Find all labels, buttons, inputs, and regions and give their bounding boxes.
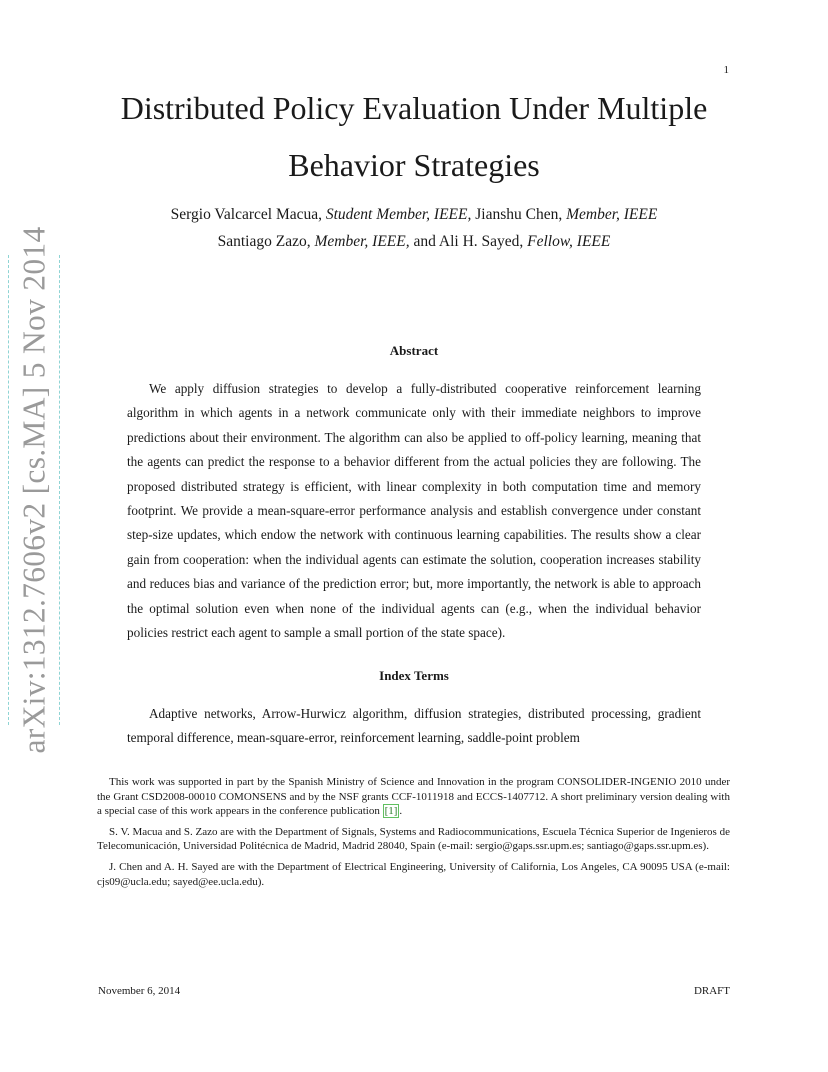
footnote-affiliation-ucla: J. Chen and A. H. Sayed are with the Department of Electrical Engineering, University of California, Los Angeles, CA 90095 USA (e-mail: cjs09@ucla.edu; sayed@ee.ucla.edu). xyxy=(97,860,730,888)
author-name: Jianshu Chen, xyxy=(471,206,567,223)
arxiv-id-label: arXiv:1312.7606v2 [cs.MA] 5 Nov 2014 xyxy=(16,226,51,754)
paper-title-line-2: Behavior Strategies xyxy=(288,147,540,183)
footnote-affiliation-upm: S. V. Macua and S. Zazo are with the Department of Signals, Systems and Radiocommunications, Escuela Técnica Superior de Ingenieros de Telecomunicación, Universidad Politécnica de Madrid, Madrid 28040, Spain (e-mail: sergio@gaps.ssr.upm.es; santiago@gaps.ssr.upm.es). xyxy=(97,825,730,853)
citation-link[interactable]: [1] xyxy=(384,805,398,818)
author-affiliation: Fellow, IEEE xyxy=(527,233,611,250)
index-terms-heading: Index Terms xyxy=(379,668,449,683)
abstract-heading: Abstract xyxy=(389,343,439,358)
footnote-funding xyxy=(97,775,730,819)
author-affiliation: Member, IEEE xyxy=(566,206,658,223)
footnotes xyxy=(97,775,730,895)
paper-title-line-1: Distributed Policy Evaluation Under Multiple xyxy=(120,90,708,126)
authors-line-1 xyxy=(100,206,728,225)
page-number: 1 xyxy=(723,64,729,76)
author-name: Santiago Zazo, xyxy=(217,233,315,250)
index-terms-text: Adaptive networks, Arrow-Hurwicz algorithm, diffusion strategies, distributed processing, gradient temporal difference, mean-square-error, reinforcement learning, saddle-point problem xyxy=(127,706,701,746)
footnote-funding-text: This work was supported in part by the Spanish Ministry of Science and Innovation in the program CONSOLIDER-INGENIO 2010 under the Grant CSD2008-00010 COMONSENS and by the NSF grants CCF-1011918 and ECCS-1407712. A short preliminary version dealing with a special case of this work appears in the conference publication xyxy=(97,776,730,818)
arxiv-stamp[interactable] xyxy=(8,226,60,754)
abstract-text: We apply diffusion strategies to develop a fully-distributed cooperative reinforcement learning algorithm in which agents in a network communicate only with their immediate neighbors to improve predictions about their environment. The algorithm can also be applied to off-policy learning, meaning that the agents can predict the response to a behavior different from the actual policies they are following. The proposed distributed strategy is efficient, with linear complexity in both computation time and memory footprint. We provide a mean-square-error performance analysis and establish convergence under constant step-size updates, which endow the network with continuous learning capabilities. The results show a clear gain from cooperation: when the individual agents can estimate the solution, cooperation increases stability and reduces bias and variance of the prediction error; but, more importantly, the network is able to approach the optimal solution even when none of the individual agents can (e.g., when the individual behavior policies restrict each agent to sample a small portion of the state space). xyxy=(127,381,701,641)
footer-draft-label: DRAFT xyxy=(693,985,730,997)
footer-date: November 6, 2014 xyxy=(98,985,181,997)
author-name: Sergio Valcarcel Macua, xyxy=(170,206,326,223)
footnote-funding-end: . xyxy=(399,805,403,818)
author-affiliation: Member, IEEE, xyxy=(314,233,410,250)
author-name: and Ali H. Sayed, xyxy=(409,233,528,250)
authors-line-2 xyxy=(100,233,728,252)
author-affiliation: Student Member, IEEE, xyxy=(325,206,472,223)
